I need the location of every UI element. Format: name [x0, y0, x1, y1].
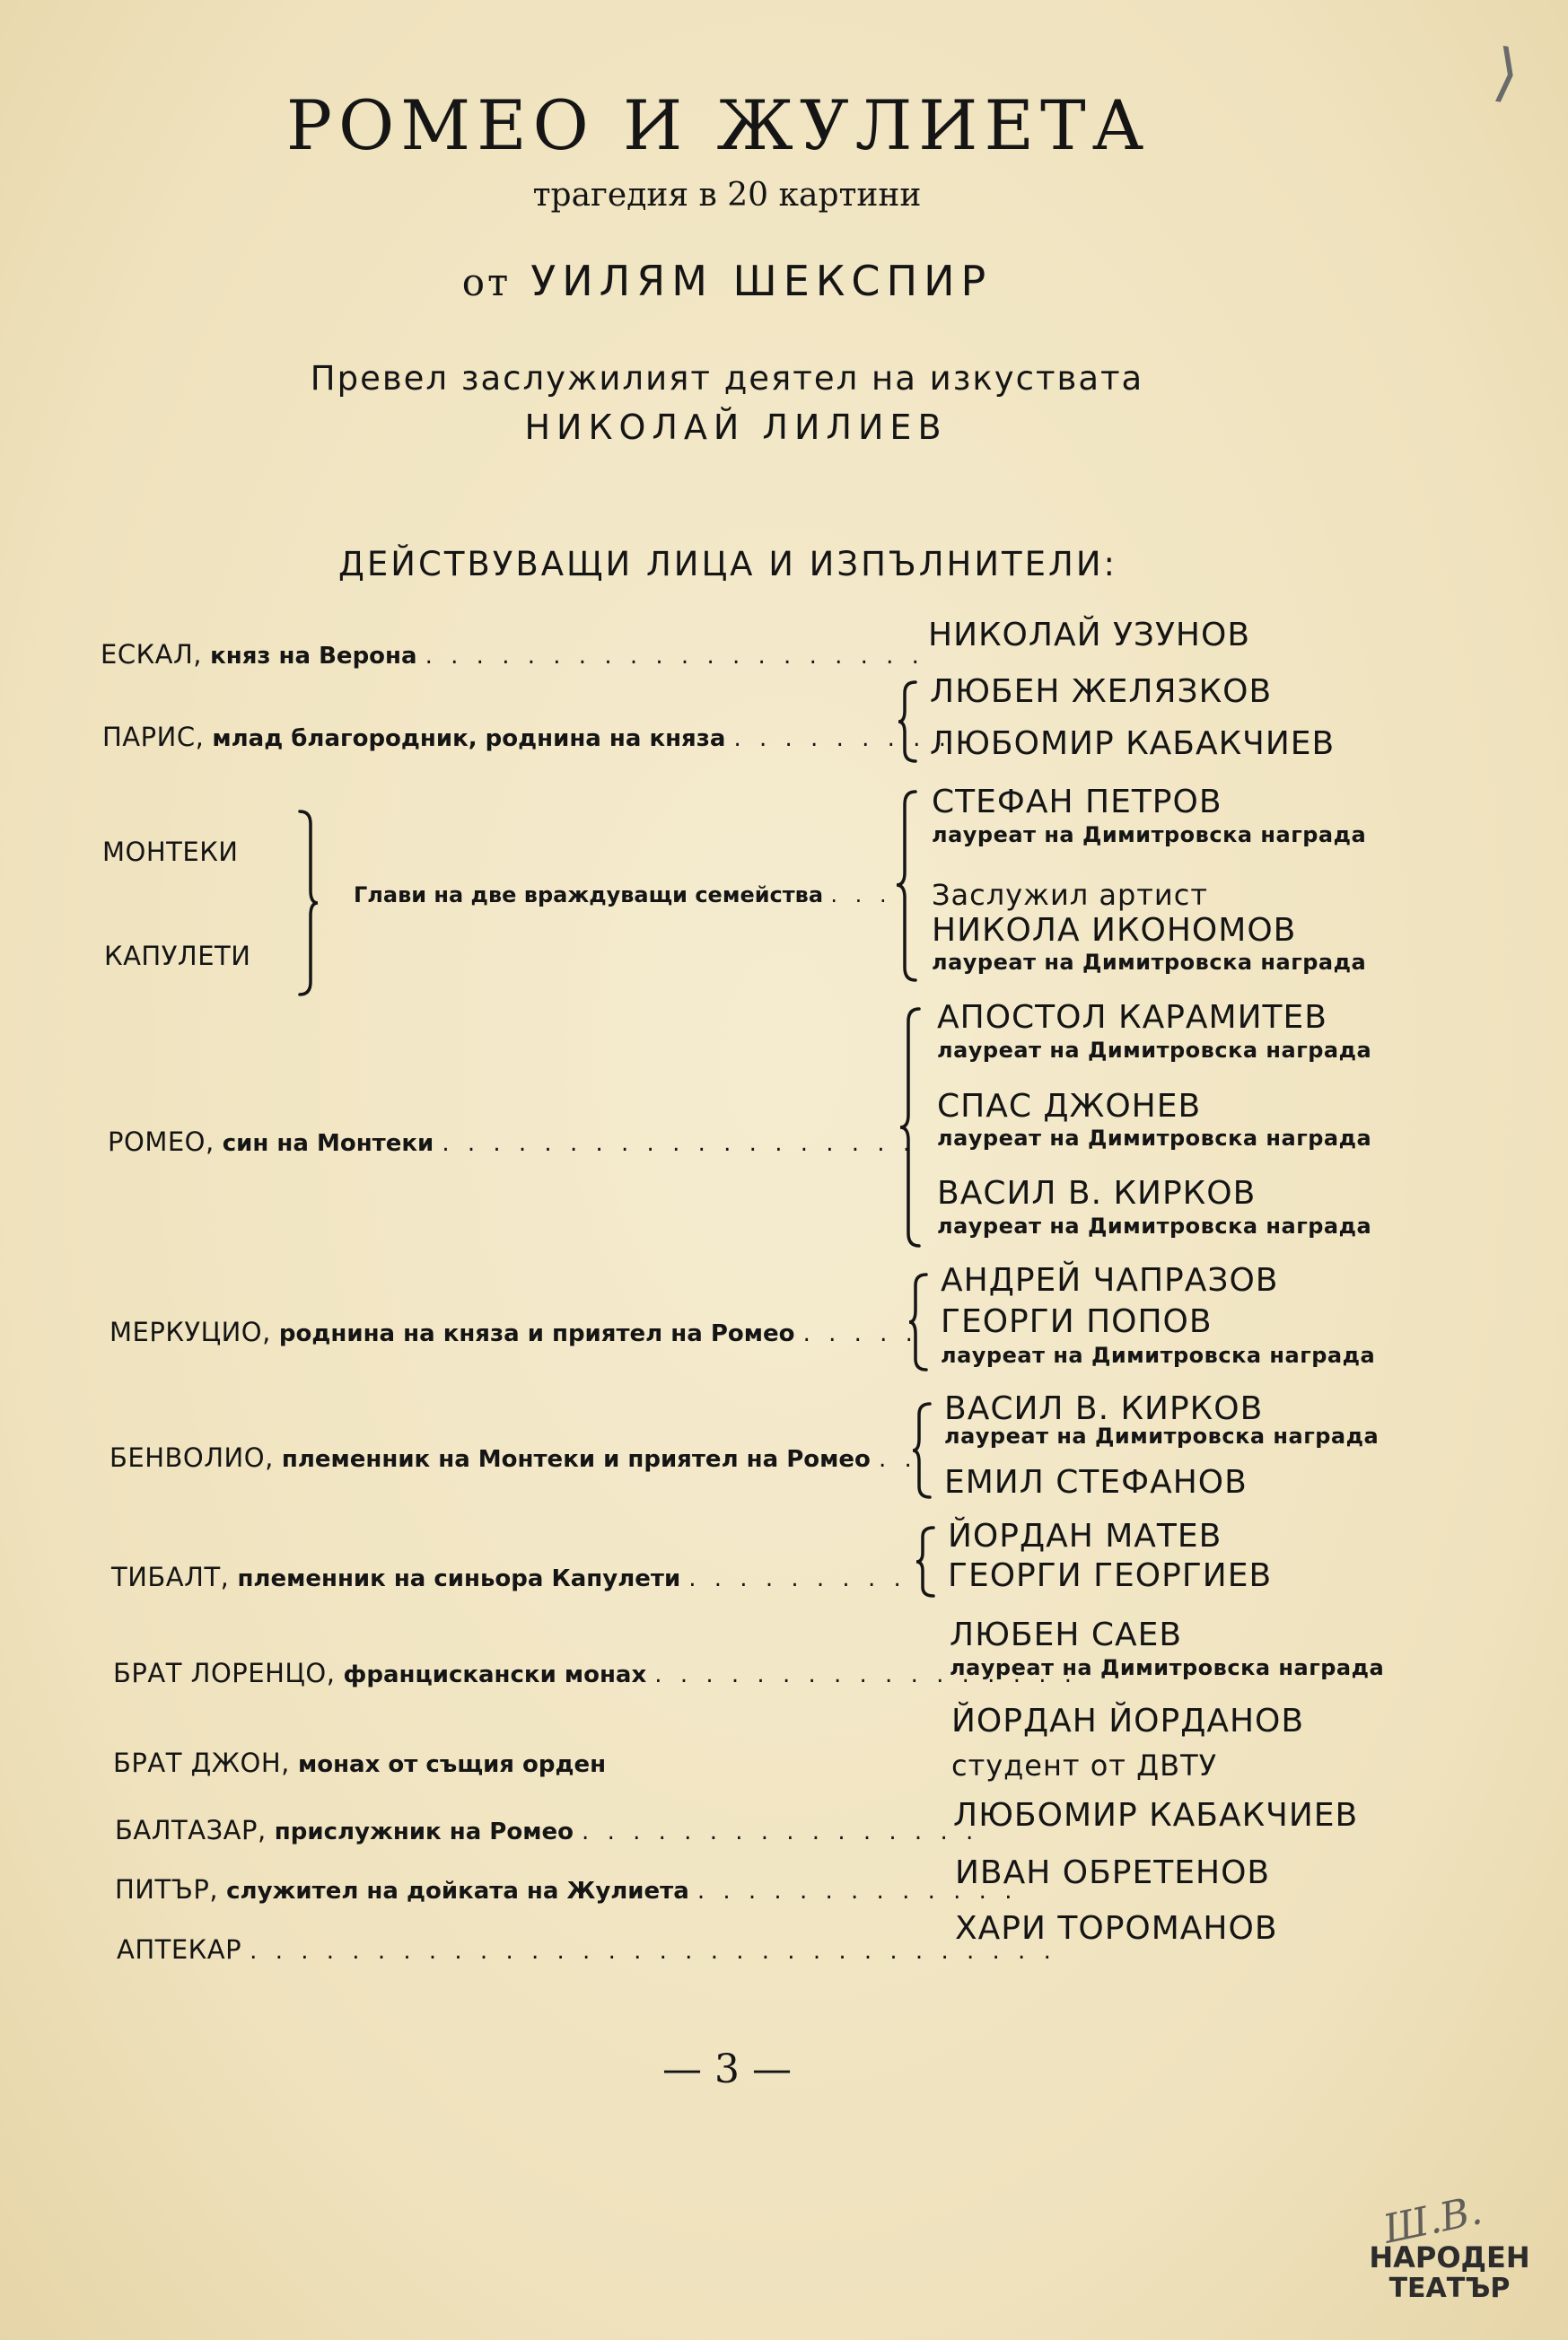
laureate-note: лауреат на Димитровска награда: [944, 1424, 1380, 1449]
brace-paris: [898, 680, 917, 763]
role-romeo: [108, 1126, 916, 1157]
role-pitar: [115, 1874, 1018, 1905]
actor-name: ВАСИЛ В. КИРКОВ: [937, 1175, 1257, 1212]
leader-dots: . . .: [830, 882, 892, 907]
role-name: ПИТЪР,: [115, 1874, 219, 1905]
role-description: монах от същия орден: [297, 1751, 607, 1778]
role-paris: [102, 724, 977, 750]
leader-dots: . . . . . . . . . . . . . . . .: [582, 1819, 979, 1845]
actor-name: ЙОРДАН МАТЕВ: [948, 1518, 1222, 1555]
brace-benvolio: [912, 1402, 932, 1499]
torn-edge-mark: ⟩: [1489, 34, 1524, 111]
actor-name: ЛЮБЕН ЖЕЛЯЗКОВ: [930, 673, 1273, 710]
actor-name: СПАС ДЖОНЕВ: [937, 1088, 1202, 1125]
leader-dots: . . . . . . . . . . . . . . . . . . . .: [425, 643, 924, 670]
role-name: БРАТ ЛОРЕНЦО,: [113, 1658, 336, 1688]
translator-name: НИКОЛАЙ ЛИЛИЕВ: [524, 408, 948, 447]
role-name: ПАРИС,: [102, 722, 205, 752]
role-kapuleti: [104, 943, 250, 969]
role-name: ЕСКАЛ,: [101, 639, 203, 670]
role-name: БРАТ ДЖОН,: [113, 1748, 290, 1778]
role-name: БАЛТАЗАР,: [115, 1815, 267, 1845]
actor-name: ЛЮБЕН САЕВ: [950, 1617, 1183, 1653]
national-theatre-logo: [1369, 2187, 1530, 2305]
role-name: РОМЕО,: [108, 1126, 215, 1157]
author-line: [0, 257, 1454, 305]
role-djon: [113, 1750, 606, 1776]
actor-name: ИВАН ОБРЕТЕНОВ: [955, 1854, 1271, 1891]
role-description: францискански монах: [343, 1661, 647, 1688]
role-baltazar: [115, 1815, 979, 1845]
laureate-note: лауреат на Димитровска награда: [932, 822, 1367, 847]
brace-tibalt: [915, 1526, 935, 1598]
actor-name: НИКОЛА ИКОНОМОВ: [932, 912, 1297, 949]
laureate-note: лауреат на Димитровска награда: [941, 1343, 1376, 1368]
actor-name: АПОСТОЛ КАРАМИТЕВ: [937, 999, 1327, 1036]
logo-signature: Ш.В.: [1379, 2187, 1486, 2253]
actor-name: ЛЮБОМИР КАБАКЧИЕВ: [930, 725, 1336, 762]
leader-dots: . .: [878, 1446, 917, 1473]
actor-name: СТЕФАН ПЕТРОВ: [932, 784, 1222, 820]
role-tibalt: [111, 1564, 932, 1591]
translator-line: Превел заслужилият деятел на изкуствата: [310, 359, 1144, 398]
cast-heading: ДЕЙСТВУВАЩИ ЛИЦА И ИЗПЪЛНИТЕЛИ:: [338, 545, 1117, 583]
role-description: роднина на княза и приятел на Ромео: [278, 1320, 795, 1347]
leader-dots: . . . . .: [802, 1320, 918, 1347]
role-description: княз на Верона: [210, 643, 417, 670]
actor-name: НИКОЛАЙ УЗУНОВ: [928, 617, 1251, 653]
role-name: КАПУЛЕТИ: [104, 941, 251, 971]
actor-name: ГЕОРГИ ПОПОВ: [941, 1303, 1213, 1340]
role-name: МОНТЕКИ: [102, 837, 239, 867]
role-description: служител на дойката на Жулиета: [226, 1878, 689, 1905]
role-name: МЕРКУЦИО,: [109, 1317, 271, 1347]
actor-name: ВАСИЛ В. КИРКОВ: [944, 1390, 1264, 1427]
leader-dots: . . . . . . . . . . . . . . . . . . .: [442, 1130, 916, 1157]
role-benvolio: [109, 1442, 917, 1473]
heads-description-text: Глави на две враждуващи семейства: [354, 882, 824, 907]
role-description: млад благородник, роднина на княза: [212, 725, 726, 752]
brace-heads-actors: [896, 790, 917, 983]
role-merkucio: [109, 1319, 918, 1345]
laureate-note: лауреат на Димитровска награда: [937, 1214, 1372, 1239]
honored-artist-note: Заслужил артист: [932, 878, 1208, 912]
laureate-note: лауреат на Димитровска награда: [937, 1126, 1372, 1151]
actor-name: ЛЮБОМИР КАБАКЧИЕВ: [953, 1797, 1359, 1834]
play-title: РОМЕО И ЖУЛИЕТА: [285, 85, 1151, 165]
role-name: АПТЕКАР: [117, 1934, 242, 1965]
author-name: УИЛЯМ ШЕКСПИР: [530, 257, 993, 305]
laureate-note: лауреат на Димитровска награда: [950, 1655, 1385, 1680]
logo-line-1: НАРОДЕН: [1369, 2240, 1530, 2274]
actor-name: ГЕОРГИ ГЕОРГИЕВ: [948, 1557, 1273, 1594]
brace-merkucio: [908, 1273, 928, 1372]
student-note: студент от ДВТУ: [951, 1748, 1218, 1783]
role-aptekar: [117, 1934, 1056, 1965]
logo-line-2: ТЕАТЪР: [1388, 2273, 1511, 2304]
role-description: племенник на Монтеки и приятел на Ромео: [281, 1446, 871, 1473]
role-description: син на Монтеки: [222, 1130, 434, 1157]
leader-dots: . . . . . . . . . .: [733, 725, 977, 752]
leader-dots: . . . . . . . . . . . . .: [696, 1878, 1018, 1905]
actor-name: ХАРИ ТОРОМАНОВ: [955, 1910, 1278, 1947]
role-eskal: [101, 639, 924, 670]
leader-dots: . . . . . . . . . .: [688, 1565, 933, 1592]
brace-romeo: [899, 1007, 921, 1249]
actor-name: АНДРЕЙ ЧАПРАЗОВ: [941, 1262, 1279, 1299]
laureate-note: лауреат на Димитровска награда: [937, 1038, 1372, 1063]
actor-name: ЕМИЛ СТЕФАНОВ: [944, 1464, 1248, 1501]
page-number: — 3 —: [662, 2046, 792, 2092]
brace-families: [298, 810, 320, 998]
heads-description: [354, 884, 892, 906]
role-name: БЕНВОЛИО,: [109, 1442, 274, 1473]
laureate-note: лауреат на Димитровска награда: [932, 950, 1367, 975]
role-name: ТИБАЛТ,: [111, 1562, 230, 1592]
role-lorenco: [113, 1658, 1078, 1688]
role-description: племенник на синьора Капулети: [237, 1565, 681, 1592]
role-description: прислужник на Ромео: [274, 1819, 574, 1845]
actor-name: ЙОРДАН ЙОРДАНОВ: [951, 1703, 1305, 1740]
role-monteki: [102, 839, 238, 865]
leader-dots: . . . . . . . . . . . . . . . . . . . . . . . . . . . . . . . .: [250, 1938, 1056, 1965]
play-subtitle: трагедия в 20 картини: [532, 177, 922, 214]
author-prefix: от: [461, 260, 512, 304]
leader-dots: . . . . . . . . . . . . . . . . .: [654, 1661, 1078, 1688]
